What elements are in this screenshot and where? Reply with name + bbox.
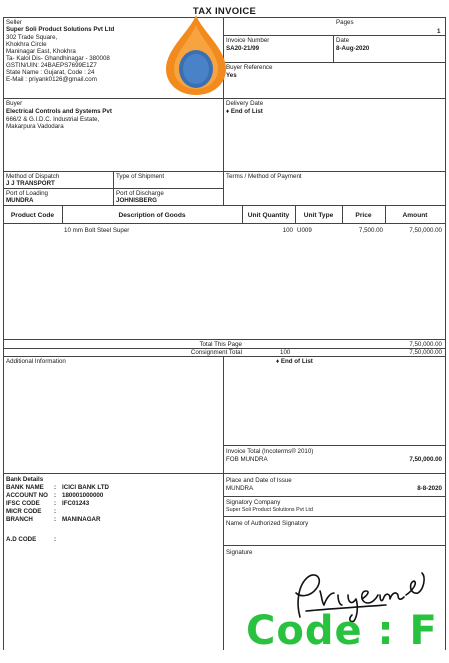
invoice-number-value: SA20-21/99 [226, 45, 260, 52]
seller-email: E-Mail : priyank0126@gmail.com [6, 76, 97, 83]
bank-value: IFC01243 [62, 500, 90, 507]
bank-value: 180001000000 [62, 492, 104, 499]
column-header-unit-quantity: Unit Quantity [247, 211, 290, 219]
bank-separator: : [54, 516, 57, 523]
pages-label: Pages [336, 19, 354, 26]
dispatch-value: J J TRANSPORT [6, 180, 55, 187]
seller-state: State Name : Gujarat, Code : 24 [6, 69, 95, 76]
bank-separator: : [54, 508, 57, 515]
port-discharge-value: JOHNISBERG [116, 197, 157, 204]
shipment-label: Type of Shipment [116, 173, 165, 180]
column-header-description: Description of Goods [118, 211, 186, 219]
seller-label: Seller [6, 19, 22, 26]
terms-label: Terms / Method of Payment [226, 173, 302, 180]
total-page-label: Total This Page [199, 341, 242, 348]
seller-address-line: Ta- Kalol Dis- Ghandhinagar - 380008 [6, 55, 110, 62]
issue-date: 8-8-2020 [417, 485, 442, 492]
invoice-total-value: 7,50,000.00 [409, 456, 442, 463]
port-loading-label: Port of Loading [6, 190, 48, 197]
issue-label: Place and Date of Issue [226, 477, 292, 484]
column-header-price: Price [355, 211, 372, 219]
bank-key: BRANCH [6, 516, 33, 523]
invoice-total-label: Invoice Total (Incoterms® 2010) [226, 448, 314, 455]
signatory-company-value: Super Soli Product Solutions Pvt Ltd [226, 507, 313, 513]
delivery-date-label: Delivery Date [226, 100, 264, 107]
issue-place: MUNDRA [226, 485, 254, 492]
bank-value: MANINAGAR [62, 516, 101, 523]
consignment-total-value: 7,50,000.00 [409, 349, 442, 356]
document-title: TAX INVOICE [192, 6, 257, 17]
column-header-product-code: Product Code [10, 211, 55, 219]
seller-address-line: Khokhra Circle [6, 41, 47, 48]
buyer-label: Buyer [6, 100, 23, 107]
invoice-number-label: Invoice Number [226, 37, 270, 44]
bank-value: ICICI BANK LTD [62, 484, 109, 491]
seller-name: Super Soli Product Solutions Pvt Ltd [6, 26, 115, 33]
buyer-address-line: Makarpura Vadodara [6, 123, 64, 130]
date-value: 8-Aug-2020 [336, 45, 370, 52]
total-page-value: 7,50,000.00 [409, 341, 442, 348]
seller-gstin: GSTIN/UIN: 24BAEPS7699E1Z7 [6, 62, 97, 69]
row-price: 7,500.00 [358, 227, 383, 234]
bank-separator: : [54, 484, 57, 491]
buyer-name: Electrical Controls and Systems Pvt [6, 108, 112, 115]
watermark-code: Code : F [246, 608, 438, 654]
seller-address-line: Maninagar East, Khokhra [6, 48, 76, 55]
delivery-date-value: ♦ End of List [226, 108, 263, 115]
signatory-company-label: Signatory Company [226, 499, 281, 506]
port-discharge-label: Port of Discharge [116, 190, 164, 197]
port-loading-value: MUNDRA [6, 197, 34, 204]
row-unit-type: U009 [297, 227, 312, 234]
consignment-total-qty: 100 [280, 349, 291, 356]
bank-separator: : [54, 492, 57, 499]
company-logo-icon [160, 13, 232, 97]
authorized-signatory-label: Name of Authorized Signatory [226, 520, 309, 527]
row-description: 10 mm Bolt Steel Super [64, 227, 130, 234]
row-amount: 7,50,000.00 [409, 227, 442, 234]
seller-address-line: 302 Trade Square, [6, 34, 58, 41]
signature-label: Signature [226, 549, 253, 556]
bank-key: MICR CODE [6, 508, 42, 515]
column-header-unit-type: Unit Type [303, 211, 334, 219]
bank-details-label: Bank Details [6, 476, 44, 483]
row-quantity: 100 [282, 227, 293, 234]
bank-key: BANK NAME [6, 484, 44, 491]
end-of-list-marker: ♦ End of List [276, 358, 313, 365]
bank-key: ACCOUNT NO [6, 492, 48, 499]
pages-value: 1 [437, 28, 441, 35]
bank-key: A.D CODE [6, 536, 37, 543]
dispatch-label: Method of Dispatch [6, 173, 60, 180]
date-label: Date [336, 37, 350, 44]
bank-key: IFSC CODE [6, 500, 40, 507]
bank-separator: : [54, 536, 57, 543]
buyer-reference-value: Yes [226, 72, 237, 79]
bank-separator: : [54, 500, 57, 507]
buyer-reference-label: Buyer Reference [226, 64, 273, 71]
invoice-total-term: FOB MUNDRA [226, 456, 268, 463]
additional-info-label: Additional Information [6, 358, 66, 365]
column-header-amount: Amount [402, 211, 428, 219]
consignment-total-label: Consignment Total [190, 349, 242, 356]
buyer-address-line: 666/2 & G.I.D.C. Industrial Estate, [6, 116, 100, 123]
